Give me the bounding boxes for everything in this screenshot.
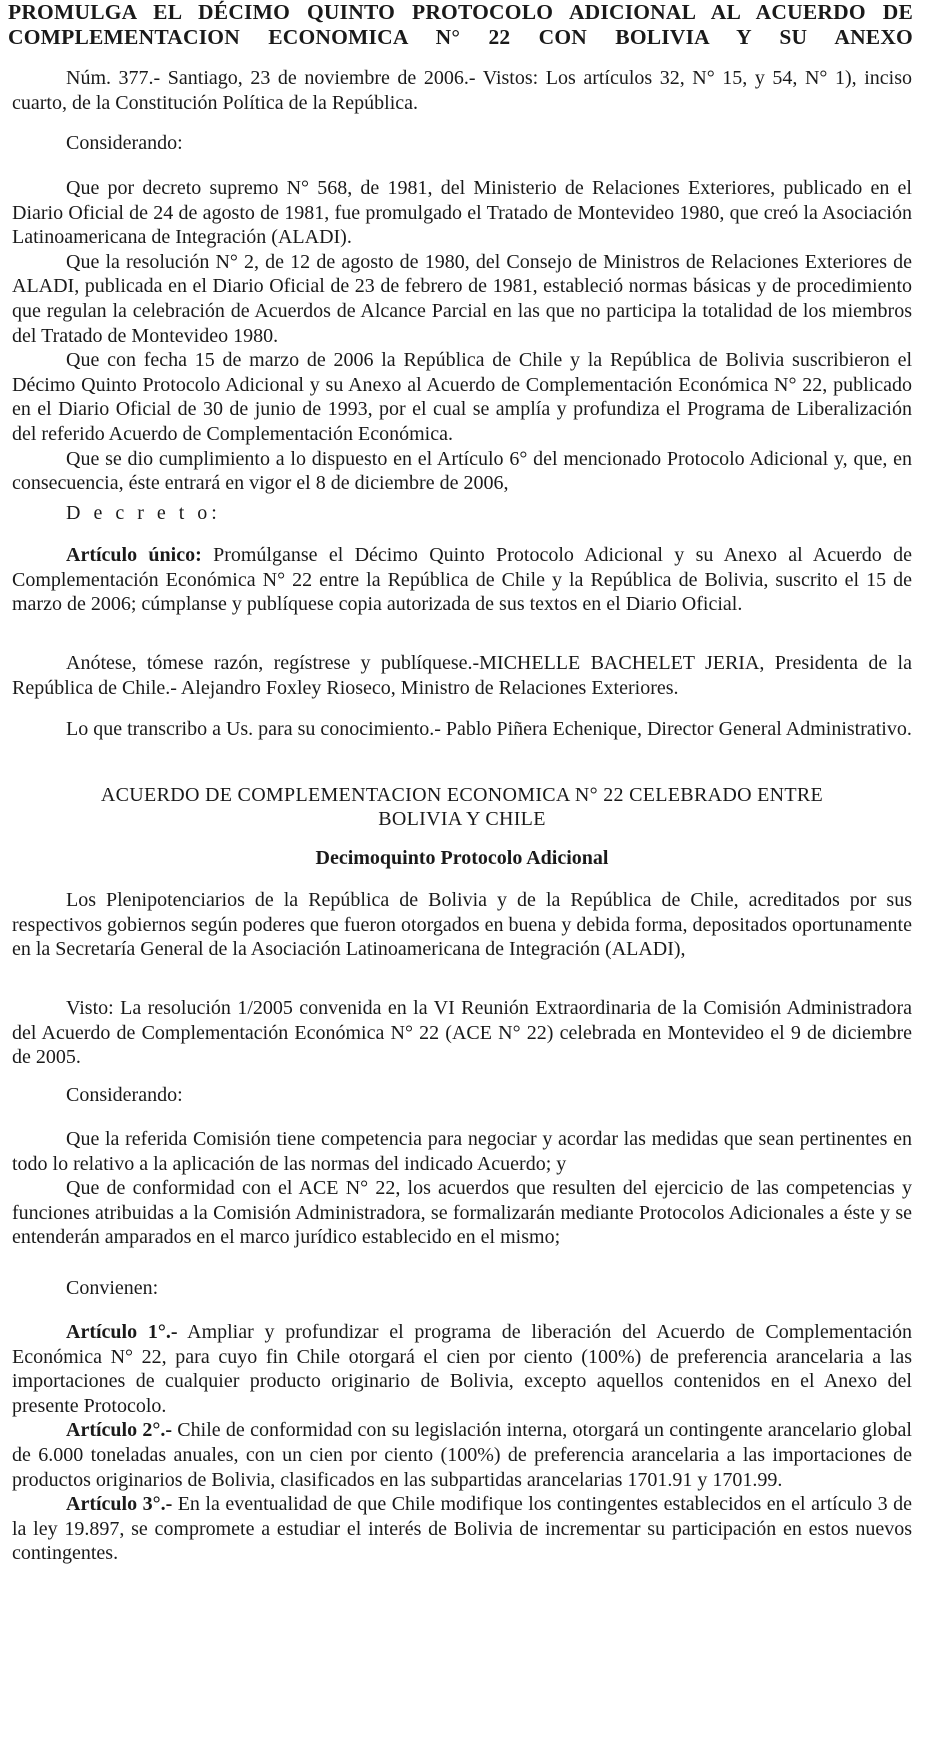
- decree-title-line-2: COMPLEMENTACION ECONOMICA N° 22 CON BOLIVIA Y SU ANEXO: [8, 25, 913, 49]
- considerando-paragraph: Que se dio cumplimiento a lo dispuesto en el Artículo 6° del mencionado Protocolo Adicional y, que, en consecuencia, éste entrará en vigor el 8 de diciembre de 2006,: [12, 447, 912, 495]
- considerando-label: Considerando:: [66, 132, 183, 154]
- agreement-heading-line-1: ACUERDO DE COMPLEMENTACION ECONOMICA N° 22 CELEBRADO ENTRE: [100, 784, 824, 806]
- agreement-heading: [12, 783, 912, 831]
- agreement-considerandos-block: [12, 1127, 912, 1250]
- article-label: Artículo 1°.-: [66, 1321, 178, 1343]
- decree-title: [8, 0, 913, 50]
- decree-title-line-1: PROMULGA EL DÉCIMO QUINTO PROTOCOLO ADICIONAL AL ACUERDO DE: [8, 0, 913, 24]
- transcribo-paragraph: Lo que transcribo a Us. para su conocimiento.- Pablo Piñera Echenique, Director General Administrativo.: [66, 718, 912, 740]
- agreement-considerando-label: Considerando:: [66, 1084, 183, 1106]
- decreto-label: D e c r e t o:: [66, 502, 221, 524]
- article-label: Artículo 3°.-: [66, 1493, 173, 1516]
- article-text: En la eventualidad de que Chile modifique los contingentes establecidos en el artículo 3 de la ley 19.897, se compromete a estudiar el interés de Bolivia de incrementar su participación en estos nuevos contingentes.: [12, 1493, 912, 1565]
- article-text: Ampliar y profundizar el programa de liberación del Acuerdo de Complementación Económica N° 22, para cuyo fin Chile otorgará el cien por ciento (100%) de preferencia arancelaria a las importaciones de cualquier producto originario de Bolivia, excepto aquellos contenidos en el Anexo del presente Protocolo.: [12, 1321, 912, 1417]
- agreement-considerando-paragraph: Que la referida Comisión tiene competencia para negociar y acordar las medidas que sean pertinentes en todo lo relativo a la aplicación de las normas del indicado Acuerdo; y: [12, 1128, 912, 1175]
- articulo-unico-label: Artículo único:: [66, 544, 202, 566]
- agreement-heading-line-2: BOLIVIA Y CHILE: [378, 808, 546, 830]
- visto-paragraph: Visto: La resolución 1/2005 convenida en la VI Reunión Extraordinaria de la Comisión Administradora del Acuerdo de Complementación Económica N° 22 (ACE N° 22) celebrada en Montevideo el 9 de diciembre de 2005.: [12, 997, 912, 1069]
- considerando-paragraph: Que por decreto supremo N° 568, de 1981, del Ministerio de Relaciones Exteriores, publicado en el Diario Oficial de 24 de agosto de 1981, fue promulgado el Tratado de Montevideo 1980, que creó la Asociación Latinoamericana de Integración (ALADI).: [12, 177, 912, 249]
- decree-intro: Núm. 377.- Santiago, 23 de noviembre de 2006.- Vistos: Los artículos 32, N° 15, y 54, N° 1), inciso cuarto, de la Constitución Política de la República.: [12, 67, 912, 114]
- protocol-subheading: Decimoquinto Protocolo Adicional: [315, 847, 609, 869]
- articulo-unico: [12, 543, 912, 617]
- considerando-paragraph: Que con fecha 15 de marzo de 2006 la República de Chile y la República de Bolivia suscribieron el Décimo Quinto Protocolo Adicional y su Anexo al Acuerdo de Complementación Económica N° 22, publicado en el Diario Oficial de 30 de junio de 1993, por el cual se amplía y profundiza el Programa de Liberalización del referido Acuerdo de Complementación Económica.: [12, 349, 912, 445]
- article-text: Chile de conformidad con su legislación interna, otorgará un contingente arancelario global de 6.000 toneladas anuales, con un cien por ciento (100%) de preferencia arancelaria a las importaciones de productos originarios de Bolivia, clasificados en las subpartidas arancelarias 1701.91 y 1701.99.: [12, 1419, 912, 1491]
- considerando-paragraph: Que la resolución N° 2, de 12 de agosto de 1980, del Consejo de Ministros de Relaciones Exteriores de ALADI, publicada en el Diario Oficial de 23 de febrero de 1981, estableció normas básicas y de procedimiento que regulan la celebración de Acuerdos de Alcance Parcial en las que no participa la totalidad de los miembros del Tratado de Montevideo 1980.: [12, 250, 912, 347]
- agreement-considerando-paragraph: Que de conformidad con el ACE N° 22, los acuerdos que resulten del ejercicio de las competencias y funciones atribuidas a la Comisión Administradora, se formalizarán mediante Protocolos Adicionales a éste y se entenderán amparados en el marco jurídico establecido en el mismo;: [12, 1177, 912, 1249]
- article-paragraph: [12, 1418, 912, 1492]
- convienen-label: Convienen:: [66, 1277, 159, 1299]
- articles-block: [12, 1320, 912, 1566]
- article-label: Artículo 2°.-: [66, 1419, 173, 1442]
- article-paragraph: [12, 1320, 912, 1418]
- article-paragraph: [12, 1492, 912, 1566]
- anotese-paragraph: Anótese, tómese razón, regístrese y publíquese.-MICHELLE BACHELET JERIA, Presidenta de la República de Chile.- Alejandro Foxley Rioseco, Ministro de Relaciones Exteriores.: [12, 652, 912, 699]
- preamble-paragraph: Los Plenipotenciarios de la República de Bolivia y de la República de Chile, acreditados por sus respectivos gobiernos según poderes que fueron otorgados en buena y debida forma, depositados oportunamente en la Secretaría General de la Asociación Latinoamericana de Integración (ALADI),: [12, 889, 912, 961]
- articulo-unico-text: Promúlganse el Décimo Quinto Protocolo Adicional y su Anexo al Acuerdo de Complementación Económica N° 22 entre la República de Chile y la República de Bolivia, suscrito el 15 de marzo de 2006; cúmplanse y publíquese copia autorizada de sus textos en el Diario Oficial.: [12, 544, 912, 616]
- considerandos-block: [12, 176, 912, 496]
